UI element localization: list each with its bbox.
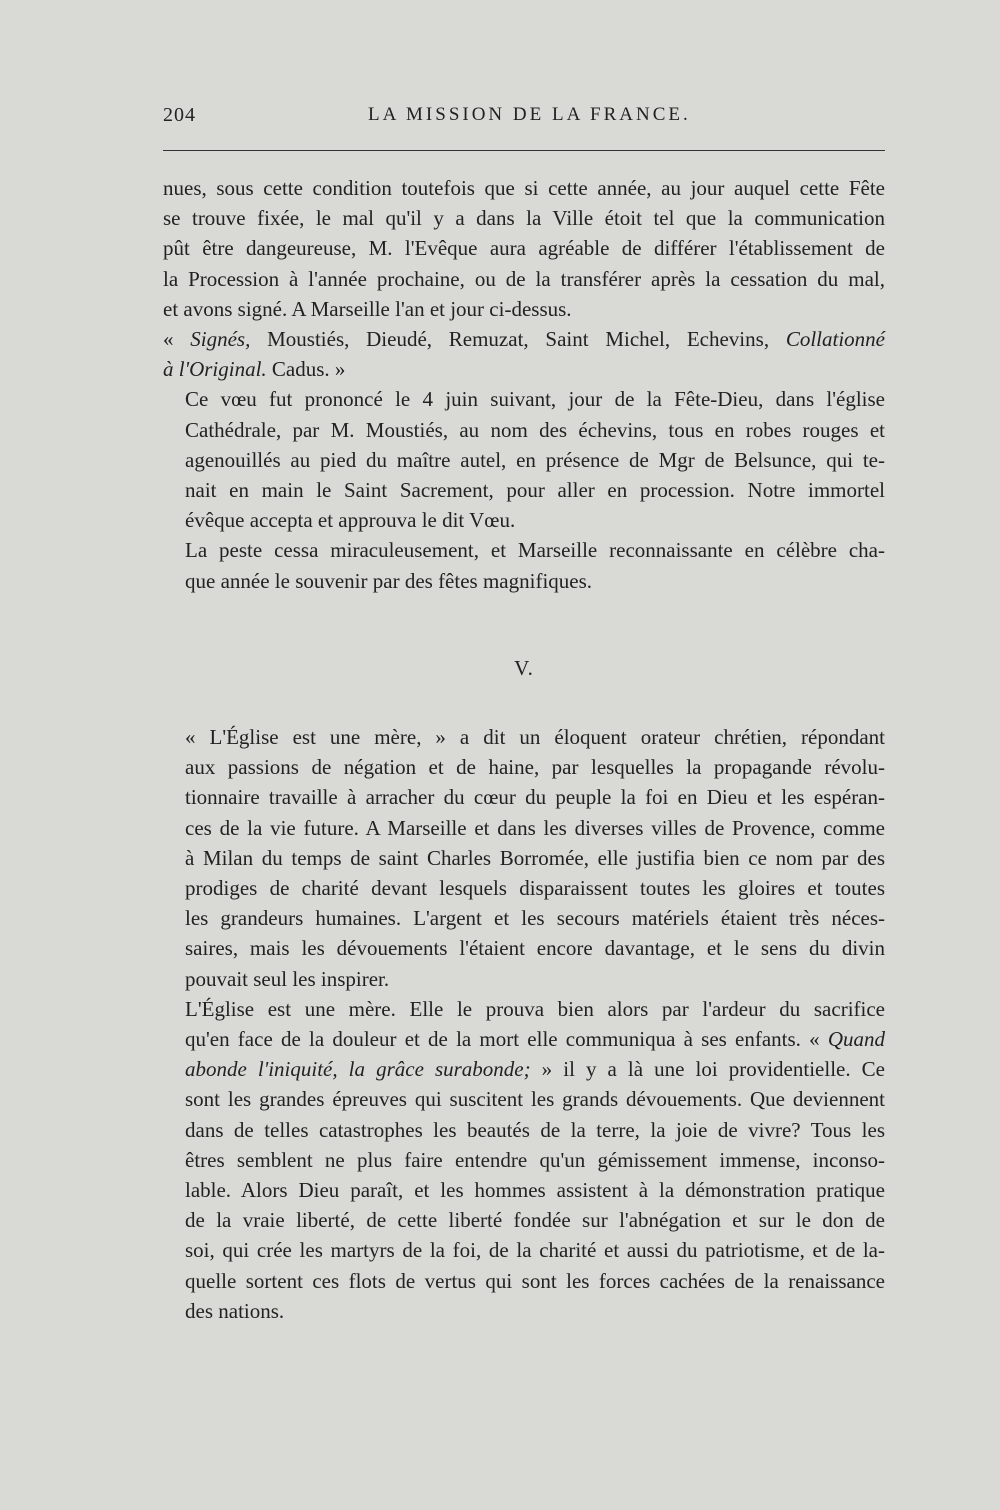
text-line: quelle sortent ces flots de vertus qui sont les forces cachées de la renaissance: [185, 1268, 885, 1293]
paragraph-decree-continuation: [163, 173, 885, 324]
signes-word: Signés,: [190, 327, 251, 352]
text-line: Ce vœu fut prononcé le 4 juin suivant, jour de la Fête-Dieu, dans l'église: [185, 387, 885, 412]
text-line: des nations.: [185, 1298, 285, 1323]
paragraph-church-mother: [163, 722, 885, 994]
text-line: la Procession à l'année prochaine, ou de la transférer après la cessation du mal,: [163, 266, 885, 291]
text-line: à Milan du temps de saint Charles Borromée, elle justifia bien ce nom par des: [185, 845, 885, 870]
text-segment: qu'en face de la douleur et de la mort elle communiqua à ses enfants. «: [185, 1027, 828, 1052]
text-line: [163, 354, 885, 384]
running-title: LA MISSION DE LA FRANCE.: [368, 104, 691, 125]
text-line: soi, qui crée les martyrs de la foi, de la charité et aussi du patriotisme, et de la-: [185, 1238, 885, 1263]
text-line: que année le souvenir par des fêtes magnifiques.: [185, 568, 593, 593]
collationne-word: Collationné: [785, 327, 885, 352]
text-block-bottom: [163, 722, 885, 1326]
text-line: et avons signé. A Marseille l'an et jour ci-dessus.: [163, 296, 572, 321]
quote-start: Quand: [827, 1027, 885, 1052]
cadus-signature: Cadus. »: [266, 357, 346, 382]
text-line: pût être dangeureuse, M. l'Evêque aura agréable de différer l'établissement de: [163, 236, 885, 261]
text-line: sont les grandes épreuves qui suscitent les grands dévouements. Que deviennent: [185, 1087, 885, 1112]
text-line: prodiges de charité devant lesquels disparaissent toutes les gloires et toutes: [185, 876, 885, 901]
open-quote: «: [163, 327, 191, 352]
text-line: [163, 324, 885, 354]
text-line: pouvait seul les inspirer.: [185, 966, 390, 991]
paragraph-sacrifice: [163, 994, 885, 1326]
quote-rest: abonde l'iniquité, la grâce surabonde;: [185, 1057, 531, 1082]
text-line: [163, 1054, 885, 1084]
paragraph-vow: [163, 384, 885, 535]
text-line: [163, 1024, 885, 1054]
text-line: aux passions de négation et de haine, par lesquelles la propagande révolu-: [185, 755, 885, 780]
text-line: tionnaire travaille à arracher du cœur du peuple la foi en Dieu et les espéran-: [185, 785, 885, 810]
section-heading: V.: [514, 656, 534, 680]
signatory-names: Moustiés, Dieudé, Remuzat, Saint Michel, Echevins,: [250, 327, 786, 352]
text-line: nues, sous cette condition toutefois que si cette année, au jour auquel cette Fête: [163, 176, 885, 200]
text-line: évêque accepta et approuva le dit Vœu.: [185, 508, 516, 533]
text-line: « L'Église est une mère, » a dit un éloquent orateur chrétien, répondant: [185, 725, 885, 749]
header-rule: [163, 150, 885, 151]
text-segment: » il y a là une loi providentielle. Ce: [530, 1057, 885, 1082]
text-block-top: [163, 173, 885, 596]
text-line: agenouillés au pied du maître autel, en présence de Mgr de Belsunce, qui te-: [185, 447, 885, 472]
text-line: ces de la vie future. A Marseille et dans les diverses villes de Provence, comme: [185, 815, 885, 840]
text-line: de la vraie liberté, de cette liberté fondée sur l'abnégation et sur le don de: [185, 1208, 885, 1233]
text-line: L'Église est une mère. Elle le prouva bien alors par l'ardeur du sacrifice: [185, 996, 885, 1021]
page-header: [163, 104, 885, 134]
text-line: La peste cessa miraculeusement, et Marseille reconnaissante en célèbre cha-: [185, 538, 885, 563]
text-line: lable. Alors Dieu paraît, et les hommes assistent à la démonstration pratique: [185, 1178, 885, 1203]
paragraph-signatures: [163, 324, 885, 384]
text-line: saires, mais les dévouements l'étaient encore davantage, et le sens du divin: [185, 936, 885, 961]
text-line: nait en main le Saint Sacrement, pour aller en procession. Notre immortel: [185, 478, 885, 503]
text-line: dans de telles catastrophes les beautés de la terre, la joie de vivre? Tous les: [185, 1117, 885, 1142]
text-line: se trouve fixée, le mal qu'il y a dans la Ville étoit tel que la communication: [163, 206, 885, 231]
original-phrase: à l'Original.: [163, 357, 267, 382]
page-number: 204: [163, 104, 196, 126]
text-line: les grandeurs humaines. L'argent et les secours matériels étaient très néces-: [185, 906, 885, 931]
text-line: Cathédrale, par M. Moustiés, au nom des échevins, tous en robes rouges et: [185, 417, 885, 442]
paragraph-plague-ended: [163, 535, 885, 595]
text-line: êtres semblent ne plus faire entendre qu'un gémissement immense, inconso-: [185, 1147, 885, 1172]
